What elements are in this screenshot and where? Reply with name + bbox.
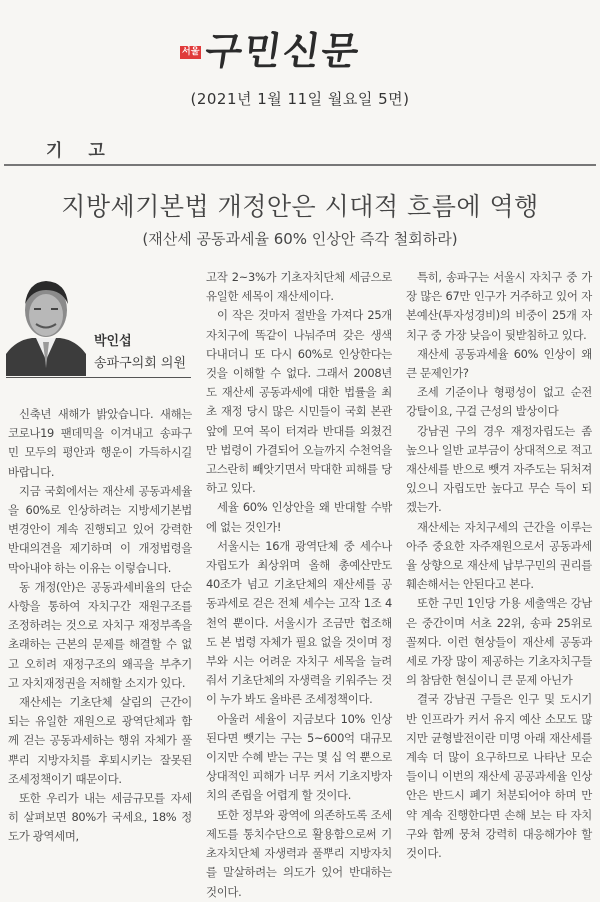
paragraph: 재산세는 자치구세의 근간을 이루는 아주 중요한 자주재원으로서 공동과세율 상향으로 재산세 납부구민의 권리를 훼손해서는 안된다고 본다. xyxy=(406,519,592,592)
paragraph: 재산세는 기초단체 살림의 근간이 되는 유일한 재원으로 광역단체과 함께 걷는 공동과세하는 행위 자체가 풀뿌리 지방자치를 후퇴시키는 잘못된 조세정책이기 때문이다. xyxy=(8,695,192,786)
paragraph: 아울러 세율이 지금보다 10% 인상된다면 뺏기는 구는 5~600억 대규모이지만 수혜 받는 구는 몇 십 억 뿐으로 상대적인 피해가 너무 커서 기초지방자치의 존립을 어렵게 할 것이다. xyxy=(206,711,392,803)
paragraph: 결국 강남권 구들은 인구 및 도시기반 인프라가 커서 유지 예산 소모도 많지만 균형발전이란 미명 아래 재산세를 계속 더 많이 요구하므로 나타난 모순들이니 이번의 재산세 공공과세율 인상안은 반드시 폐기 처분되어야 하며 만약 계속 진행한다면 손해 보는 타 자치구와 함께 뭉쳐 강력히 대응해가야 할 것이다. xyxy=(406,692,592,861)
paragraph: 재산세 공동과세율 60% 인상이 왜 큰 문제인가? xyxy=(406,346,592,381)
dateline: (2021년 1월 11일 월요일 5면) xyxy=(190,90,410,108)
author-name: 박인섭 xyxy=(94,334,132,349)
masthead xyxy=(0,0,600,120)
region-badge: 서울 xyxy=(182,47,200,57)
paragraph: 또한 정부와 광역에 의존하도록 조세제도를 통치수단으로 활용함으로써 기초자치단체 자생력과 풀뿌리 지방자치를 말살하려는 의도가 있어 반대하는 것이다. xyxy=(206,807,392,899)
paragraph: 조세 기준이나 형평성이 없고 순전 강탈이요, 구걸 근성의 발상이다 xyxy=(406,385,592,419)
paragraph: 지금 국회에서는 재산세 공동과세율을 60%로 인상하려는 지방세기본법 변경안이 계속 진행되고 있어 강력한 반대의견을 제기하며 이 개정법령을 막아내야 하는 이유는 이렇습니다. xyxy=(8,483,192,575)
paragraph: 신축년 새해가 밝았습니다. 새해는 코로나19 팬데믹을 이겨내고 송파구민 모두의 평안과 행운이 가득하시길 바랍니다. xyxy=(8,407,192,479)
section-divider xyxy=(4,164,596,166)
paragraph: 세율 60% 인상안을 왜 반대할 수밖에 없는 것인가! xyxy=(206,500,392,534)
paragraph: 특히, 송파구는 서울시 자치구 중 가장 많은 67만 인구가 거주하고 있어 자본예산(투자성경비)의 비중이 25개 자치구 중 가장 낮음이 뒷받침하고 있다. xyxy=(406,270,592,342)
portrait-icon xyxy=(6,268,86,376)
author-title: 송파구의회 의원 xyxy=(94,356,187,371)
paragraph: 이 작은 것마저 절반을 가져다 25개 자치구에 똑같이 나눠주며 갖은 생색 다내더니 또 다시 60%로 인상한다는 것을 이해할 수 없다. 그래서 2008년도 재산세 공동과세에 대한 법률을 최초 재정 당시 많은 시민들이 국회 본관 앞에 모여 목이 터져라 반대를 외쳤건만 법령이 가결되어 오늘까지 수천억을 고스란히 빼앗기면서 막대한 피해를 당하고 있다. xyxy=(206,308,392,496)
newspaper-logo: 구민신문 xyxy=(202,28,364,73)
author-divider xyxy=(6,377,191,378)
subheadline: (재산세 공동과세율 60% 인상안 즉각 철회하라) xyxy=(142,230,458,248)
paragraph: 또한 우리가 내는 세금규모를 자세히 살펴보면 80%가 국세요, 18% 정도가 광역세며, xyxy=(8,791,192,844)
section-label: 기 고 xyxy=(46,141,115,161)
article-column-3 xyxy=(406,268,592,863)
author-photo xyxy=(6,268,86,376)
paragraph: 서울시는 16개 광역단체 중 세수나 자립도가 최상위며 올해 총예산만도 40조가 넘고 기초단체의 재산세를 공동과세로 걷은 전체 세수는 고작 1조 4천억 뿐이다. 서울시가 조금만 협조해도 본 법령 자체가 필요 없을 것이며 정부와 시는 어려운 자치구 세목을 늘려줘서 기초단체의 자생력을 키워주는 것이 누가 봐도 올바른 조세정책이다. xyxy=(206,538,392,707)
paragraph: 고작 2~3%가 기초자치단체 세금으로 유일한 세목이 재산세이다. xyxy=(206,270,392,304)
article-column-1 xyxy=(8,405,192,847)
headline: 지방세기본법 개정안은 시대적 흐름에 역행 xyxy=(61,192,539,221)
paragraph: 또한 구민 1인당 가용 세출액은 강남은 중간이며 서초 22위, 송파 25위로 꼴찌다. 이런 현상들이 재산세 공동과세로 가장 많이 제공하는 기초자치구들의 참담한 현실이니 큰 문제 아닌가 xyxy=(406,596,592,688)
paragraph: 강남권 구의 경우 재정자립도는 좀 높으나 일반 교부금이 상대적으로 적고 재산세를 반으로 뺏겨 자주도는 뒤처져 있으니 자립도만 높다고 무슨 득이 되겠는가. xyxy=(406,423,592,515)
article-column-2 xyxy=(206,268,392,902)
paragraph: 동 개정(안)은 공동과세비율의 단순사항을 통하여 자치구간 재원구조를 조정하려는 것으로 자치구 재정부족을 초래하는 근본의 문제를 해결할 수 없고 오히려 재정구조의 왜곡을 부추기고 자치재정권을 저해할 소지가 있다. xyxy=(8,579,192,690)
